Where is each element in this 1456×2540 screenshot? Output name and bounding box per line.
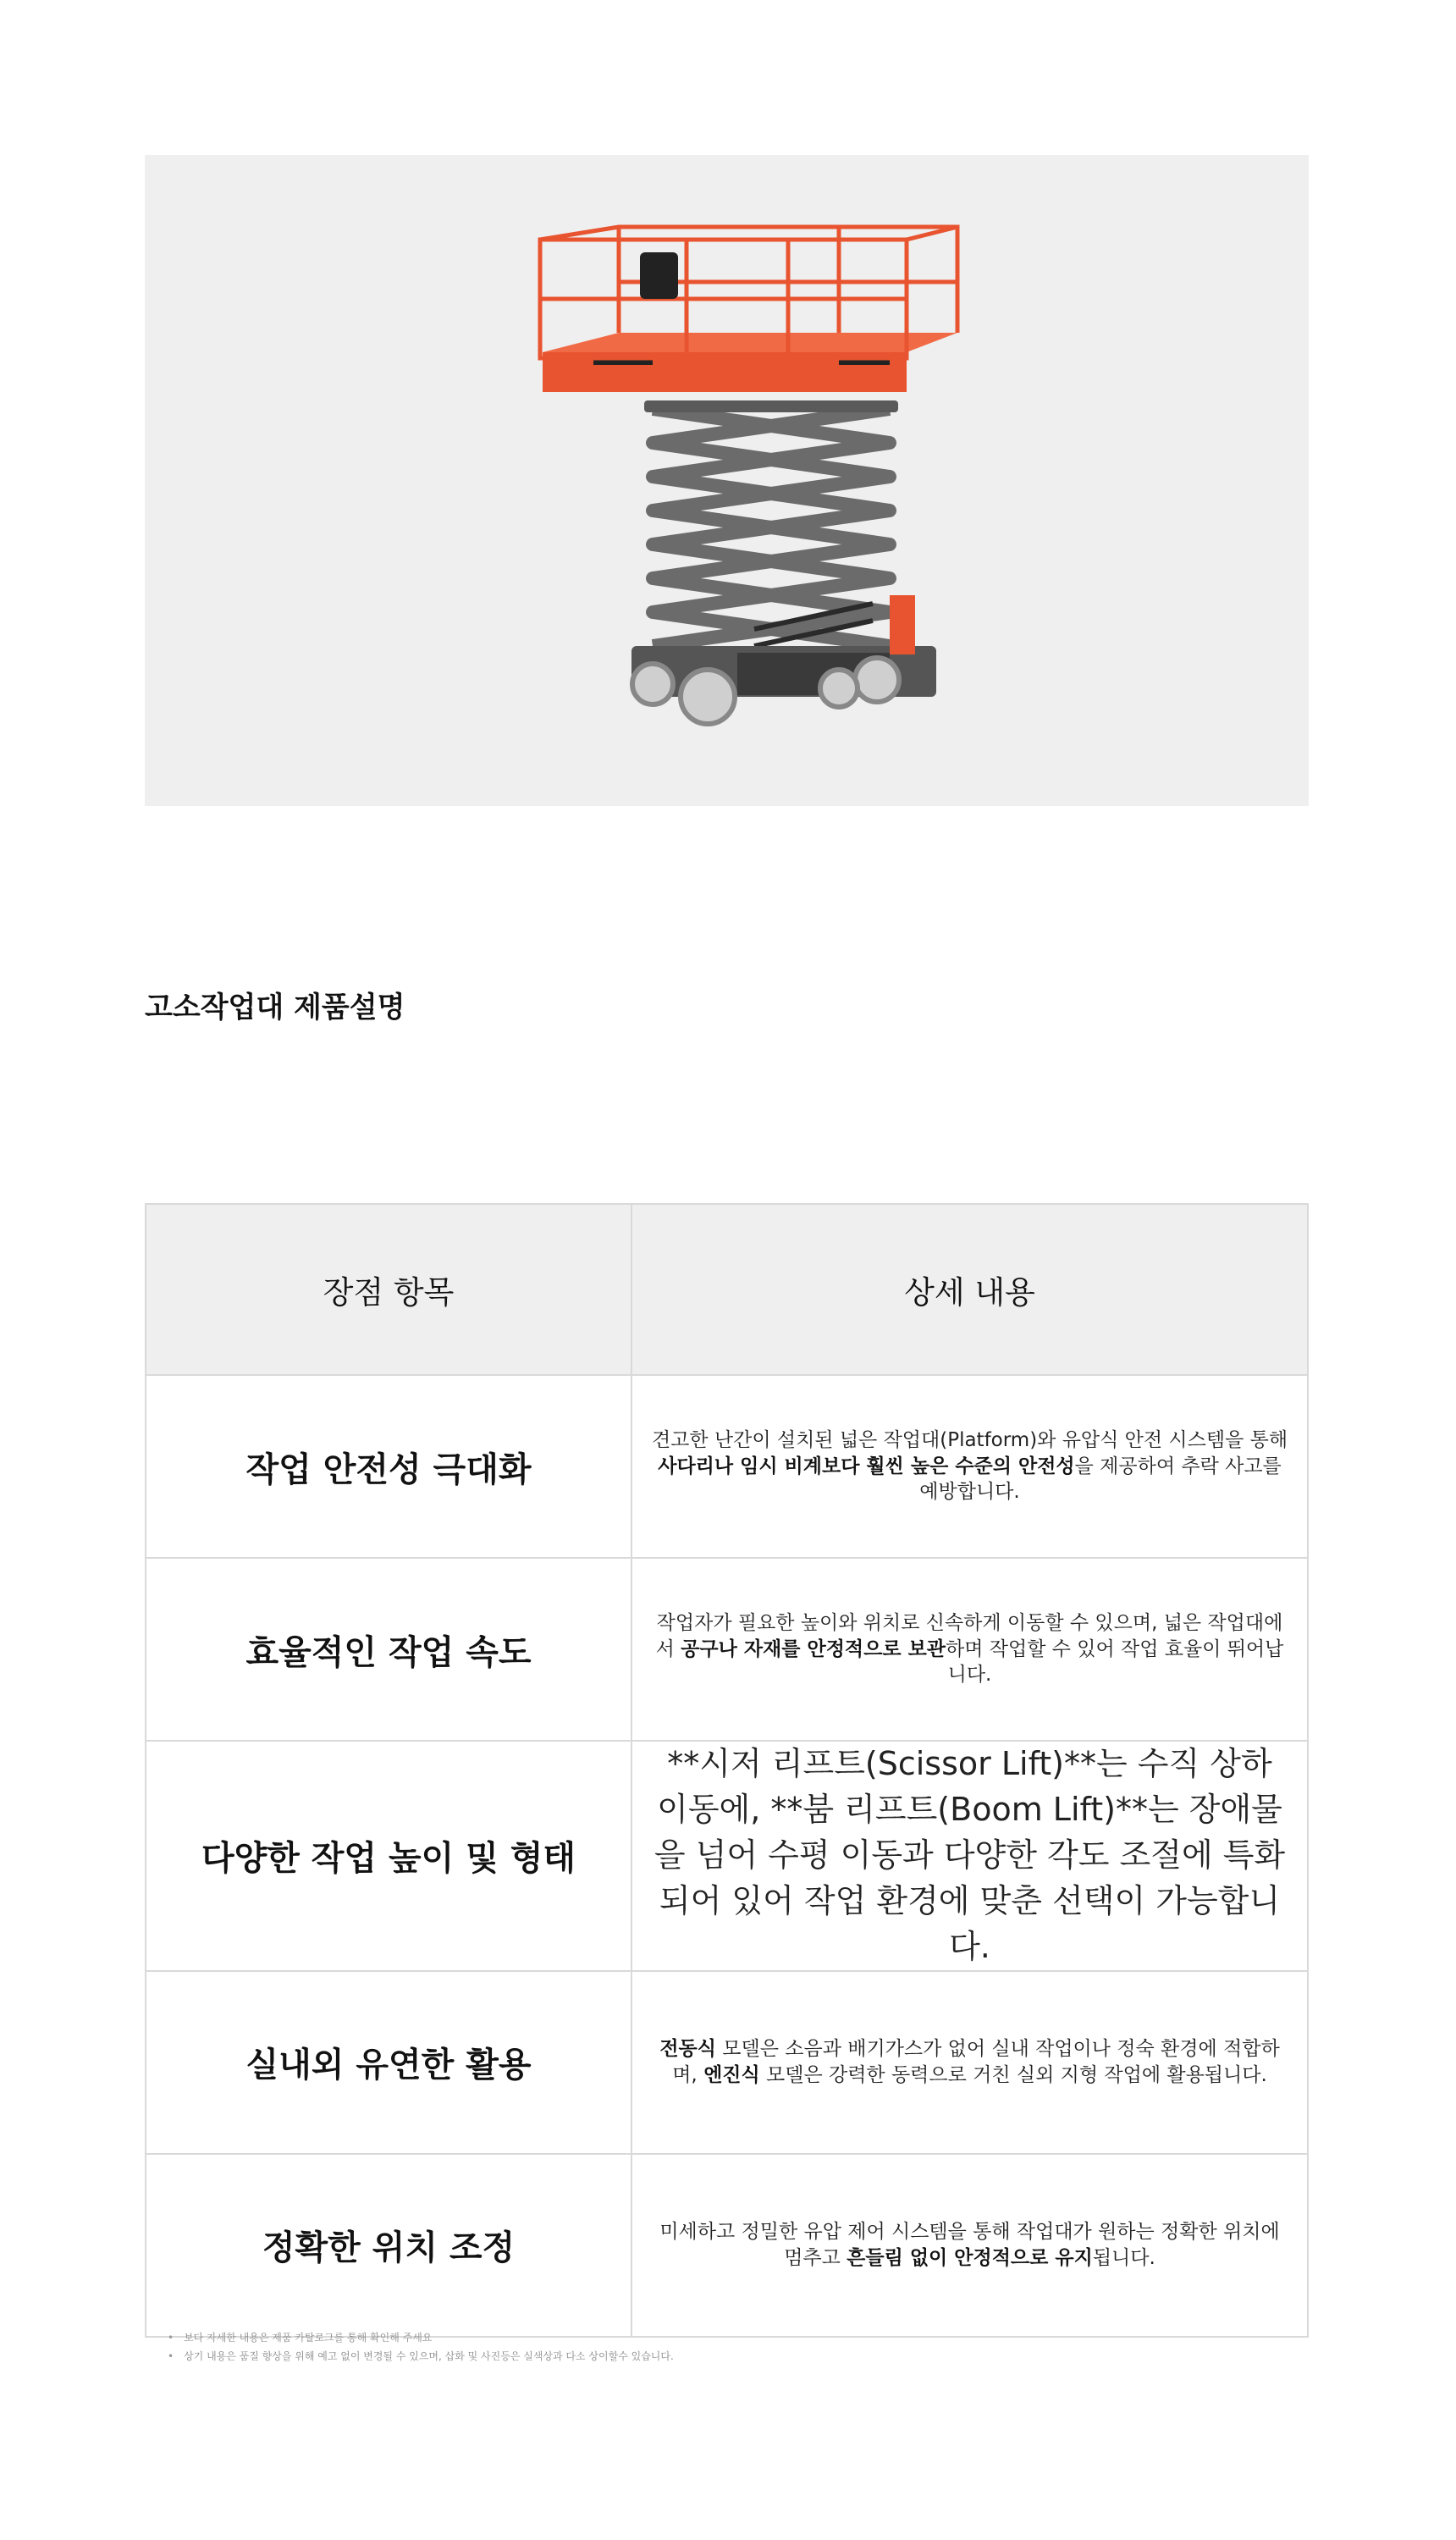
advantages-table: [145, 1203, 1309, 2338]
table-row: [146, 1971, 1308, 2154]
advantage-detail: [631, 2154, 1308, 2337]
detail-emphasis: 엔진식: [703, 2063, 760, 2086]
detail-text: 하며 작업할 수 있어 작업 효율이 뛰어납니다.: [946, 1637, 1284, 1687]
detail-emphasis: 공구나 자재를 안정적으로 보관: [681, 1637, 946, 1660]
header-detail: 상세 내용: [631, 1204, 1308, 1375]
advantage-detail: [631, 1971, 1308, 2154]
detail-text: 모델은 강력한 동력으로 거친 실외 지형 작업에 활용됩니다.: [759, 2063, 1267, 2086]
detail-text: 을 제공하여 추락 사고를 예방합니다.: [919, 1455, 1282, 1504]
table-header-row: [146, 1204, 1308, 1375]
advantage-detail: [631, 1375, 1308, 1558]
advantage-detail: [631, 1558, 1308, 1741]
detail-text: 작업자가 필요한 높이와 위치로 신속하게 이동할 수 있으며, 넓은 작업대에서: [655, 1612, 1283, 1660]
detail-emphasis: 사다리나 임시 비계보다 훨씬 높은 수준의 안전성: [658, 1455, 1075, 1477]
advantage-item: 작업 안전성 극대화: [146, 1375, 631, 1558]
advantage-detail: [631, 1741, 1308, 1971]
table-row: [146, 1741, 1308, 1971]
advantage-item: 정확한 위치 조정: [146, 2154, 631, 2337]
scissor-lift-illustration: [145, 155, 1309, 806]
detail-text: **시저 리프트(Scissor Lift)**는 수직 상하 이동에, **붐 리프트(Boom Lift)**는 장애물을 넘어 수평 이동과 다양한 각도 조절에 특화되어 있어 작업 환경에 맞춘 선택이 가능합니다.: [654, 1745, 1286, 1965]
detail-text: 미세하고 정밀한 유압 제어 시스템을 통해 작업대가 원하는 정확한 위치에 멈추고: [659, 2221, 1280, 2269]
detail-text: 견고한 난간이 설치된 넓은 작업대(Platform)와 유압식 안전 시스템을 통해: [651, 1429, 1288, 1452]
detail-text: 모델은 소음과 배기가스가 없어 실내 작업이나 정숙 환경에 적합하며,: [672, 2038, 1280, 2086]
table-row: [146, 1375, 1308, 1558]
detail-emphasis: 전동식: [659, 2038, 716, 2061]
advantage-item: 실내외 유연한 활용: [146, 1971, 631, 2154]
footnote: • 보다 자세한 내용은 제품 카탈로그를 통해 확인해 주세요: [168, 2328, 674, 2347]
table-row: [146, 1558, 1308, 1741]
advantage-item: 효율적인 작업 속도: [146, 1558, 631, 1741]
advantage-item: 다양한 작업 높이 및 형태: [146, 1741, 631, 1971]
footnote: • 상기 내용은 품질 향상을 위해 예고 없이 변경될 수 있으며, 삽화 및 사진등은 실색상과 다소 상이할수 있습니다.: [168, 2347, 674, 2366]
table-row: [146, 2154, 1308, 2337]
detail-text: 됩니다.: [1092, 2246, 1155, 2269]
section-title: 고소작업대 제품설명: [145, 991, 405, 1024]
detail-emphasis: 흔들림 없이 안정적으로 유지: [847, 2246, 1093, 2269]
product-image: [145, 155, 1309, 806]
footnotes: [168, 2328, 674, 2366]
header-advantage: 장점 항목: [146, 1204, 631, 1375]
